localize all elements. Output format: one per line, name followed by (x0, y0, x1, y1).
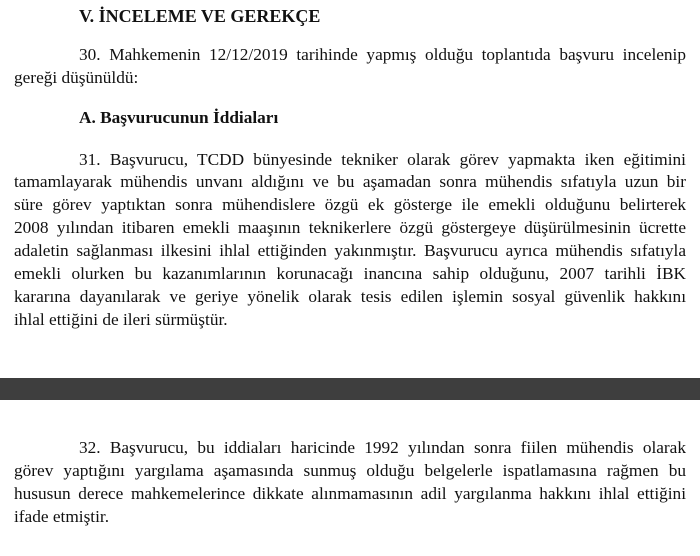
paragraph-31-line-1: 31. Başvurucu, TCDD bünyesinde tekniker olarak görev yapmakta iken eğitimini (79, 150, 686, 169)
paragraph-31-line-8: ihlal ettiğini de ileri sürmüştür. (14, 310, 228, 329)
paragraph-31-line-3: süre görev yaptıktan sonra mühendislere özgü ek gösterge ile emekli olduğunu belirterek (14, 195, 686, 214)
paragraph-30-line-1: 30. Mahkemenin 12/12/2019 tarihinde yapmış olduğu toplantıda başvuru incelenip (79, 45, 686, 64)
paragraph-31-line-7: kararına dayanılarak ve geriye yönelik olarak tesis edilen işlemin sosyal güvenlik hakkını (14, 287, 686, 306)
paragraph-31-line-4: 2008 yılından itibaren emekli maaşının teknikerlere özgü göstergeye düşürülmesinin ücrette (14, 218, 686, 237)
paragraph-30-line-2: gereği düşünüldü: (14, 68, 139, 87)
page-separator (0, 378, 700, 400)
paragraph-32-line-2: görev yaptığını yargılama aşamasında sunmuş olduğu belgelerle ispatlamasına rağmen bu (14, 461, 686, 480)
paragraph-31-line-2: tamamlayarak mühendis unvanı aldığını ve bu aşamadan sonra mühendis sıfatıyla uzun bir (14, 172, 686, 191)
paragraph-31-line-6: emekli olurken bu kazanımlarının korunacağı inancına sahip olduğunu, 2007 tarihli İBK (14, 264, 686, 283)
document-page-lower (0, 400, 700, 556)
section-heading: V. İNCELEME VE GEREKÇE (79, 6, 321, 26)
paragraph-32-line-1: 32. Başvurucu, bu iddiaları haricinde 1992 yılından sonra fiilen mühendis olarak (79, 438, 686, 457)
paragraph-32-line-4: ifade etmiştir. (14, 507, 110, 526)
subheading-basvurucu-iddialari: A. Başvurucunun İddiaları (79, 108, 279, 127)
paragraph-32-line-3: hususun derece mahkemelerince dikkate alınmamasının adil yargılanma hakkını ihlal ettiğini (14, 484, 686, 503)
paragraph-31-line-5: adaletin sağlanması ilkesini ihlal ettiğinden yakınmıştır. Başvurucu ayrıca mühendis sıfatıyla (14, 241, 686, 260)
